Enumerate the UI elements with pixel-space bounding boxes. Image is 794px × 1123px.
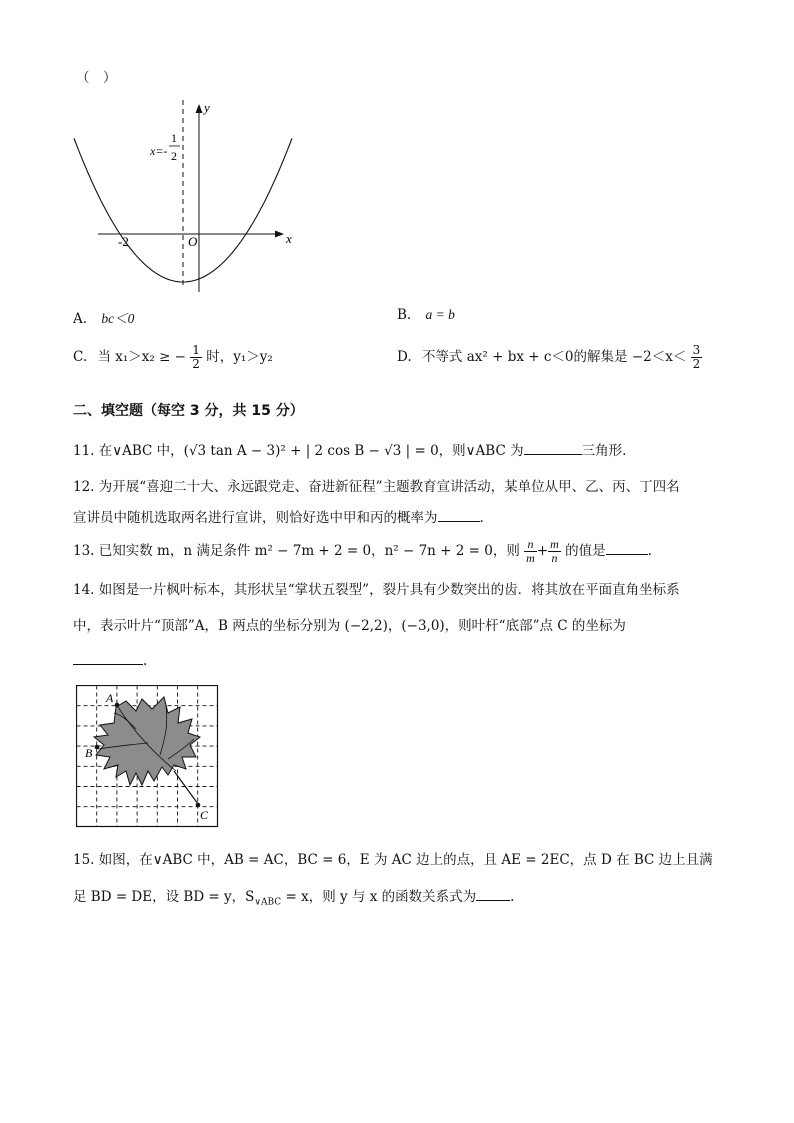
- answer-blank-15[interactable]: [476, 886, 510, 901]
- y-axis-label: y: [204, 100, 210, 115]
- question-14-line2: 中，表示叶片“顶部”A，B 两点的坐标分别为 (−2,2)，(−3,0)，则叶杆“底部”点 C 的坐标为: [73, 618, 626, 634]
- x-axis-arrow: [275, 231, 284, 238]
- option-d: D. 不等式 ax² + bx + c＜0的解集是 −2＜x＜ $\frac{3}{2}$: [397, 343, 701, 371]
- option-c: C. 当 x₁＞x₂ ≥ − $\frac{1}{2}$ 时，y₁＞y₂: [73, 343, 273, 371]
- symmetry-label: x=-: [150, 144, 168, 158]
- option-d-fraction: $\frac{3}{2}$: [692, 343, 701, 371]
- q13-fraction-1: $\frac{n}{m}$: [526, 537, 535, 565]
- answer-blank-14[interactable]: [73, 650, 143, 665]
- question-12-line1: 12. 为开展“喜迎二十大、永远跟党走、奋进新征程”主题教育宣讲活动，某单位从甲、乙、丙、丁四名: [73, 479, 680, 495]
- y-axis-arrow: [196, 104, 203, 113]
- q13-fraction-2: $\frac{m}{n}$: [550, 537, 559, 565]
- symmetry-label-den: 2: [171, 149, 177, 163]
- label-b: B: [85, 746, 93, 760]
- question-15-line1: 15. 如图，在∨ABC 中，AB = AC，BC = 6，E 为 AC 边上的点，且 AE = 2EC，点 D 在 BC 边上且满: [73, 852, 713, 868]
- answer-bracket: （ ）: [76, 70, 117, 86]
- question-15-line2: 足 BD = DE，设 BD = y，$S_{\vee ABC} = x$，则 y 与 x 的函数关系式为 .: [73, 885, 514, 908]
- point-b: [95, 745, 100, 750]
- x-axis-label: x: [286, 231, 292, 246]
- symmetry-label-num: 1: [171, 131, 177, 145]
- question-11: 11. 在∨ABC 中，(√3 tan A − 3)² + | 2 cos B − √3 | = 0，则∨ABC 为 三角形.: [73, 439, 626, 459]
- maple-leaf-figure: [76, 685, 221, 830]
- label-a: A: [106, 691, 114, 705]
- section-title: 二、填空题（每空 3 分，共 15 分）: [73, 403, 304, 419]
- question-14-line3: .: [73, 650, 147, 669]
- answer-blank-11[interactable]: [524, 440, 582, 455]
- option-c-fraction: $\frac{1}{2}$: [192, 343, 200, 371]
- point-c: [196, 803, 201, 808]
- question-12-line2: 宣讲员中随机选取两名进行宣讲，则恰好选中甲和丙的概率为 .: [73, 506, 484, 526]
- option-a: A. bc＜0: [73, 311, 135, 327]
- question-14-line1: 14. 如图是一片枫叶标本，其形状呈“掌状五裂型”，裂片具有少数突出的齿．将其放在平面直角坐标系: [73, 582, 680, 598]
- answer-blank-12[interactable]: [438, 507, 480, 522]
- label-c: C: [200, 808, 209, 822]
- question-13: 13. 已知实数 m，n 满足条件 m² − 7m + 2 = 0，n² − 7n + 2 = 0，则 $\frac{n}{m}$ + $\frac{m}{n}$ 的值是 .: [73, 537, 652, 565]
- option-b: B. a = b: [397, 307, 455, 323]
- point-a: [115, 703, 120, 708]
- origin-label: O: [188, 234, 198, 249]
- x-intercept-label: -2: [118, 234, 129, 249]
- answer-blank-13[interactable]: [606, 540, 648, 555]
- parabola-graph: [70, 96, 310, 296]
